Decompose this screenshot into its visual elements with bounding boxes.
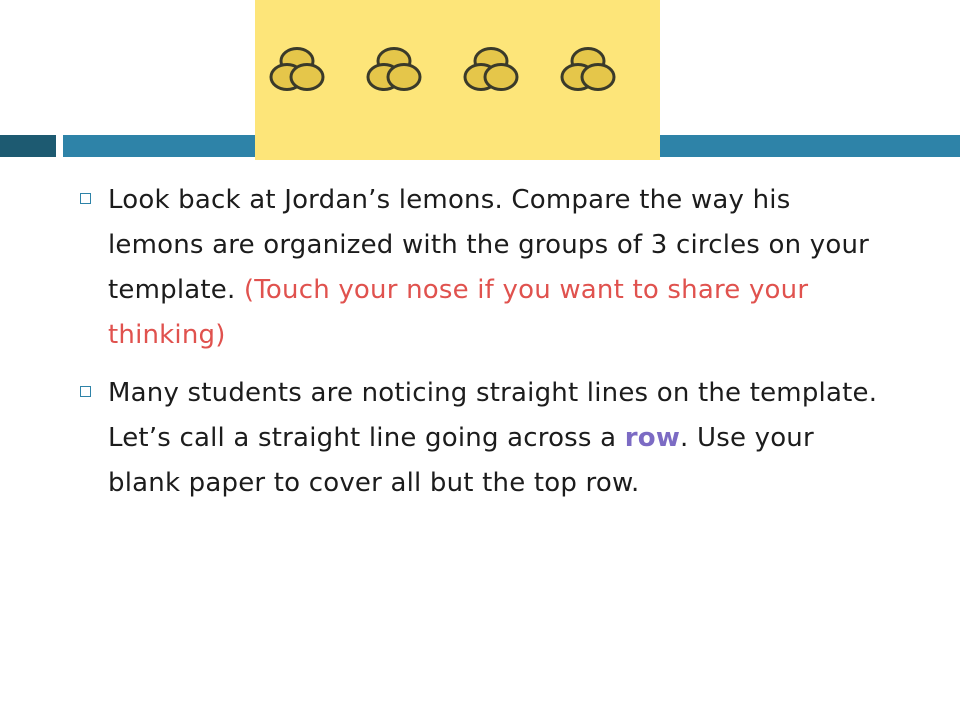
lemon-icon: [291, 65, 323, 90]
title-bar-accent-left: [0, 135, 56, 157]
lemon-group: [465, 49, 517, 90]
lemon-group: [562, 49, 614, 90]
bullet-text-after: . Use your blank paper to cover all but the top row.: [108, 423, 814, 498]
lemon-group: [271, 49, 323, 90]
bullet-text-before: Many students are noticing straight lines on the template. Let’s call a straight line going across a: [108, 378, 878, 453]
lemon-icon: [388, 65, 420, 90]
lemon-icon: [582, 65, 614, 90]
lemon-groups-image: [255, 0, 660, 160]
lemon-group: [368, 49, 420, 90]
lemon-groups-svg: [255, 0, 660, 160]
bullet-keyword-row: row: [624, 423, 681, 453]
bullet-item-jordans-lemons: [74, 178, 894, 358]
slide-body: [74, 178, 894, 519]
bullet-text: Look back at Jordan’s lemons. Compare the way his lemons are organized with the groups of 3 circles on your template.: [108, 185, 870, 305]
square-bullet-icon: [80, 193, 91, 204]
lemon-icon: [485, 65, 517, 90]
bullet-item-straight-lines: [74, 371, 894, 506]
square-bullet-icon: [80, 386, 91, 397]
bullet-highlight-text: (Touch your nose if you want to share your thinking): [108, 275, 809, 350]
